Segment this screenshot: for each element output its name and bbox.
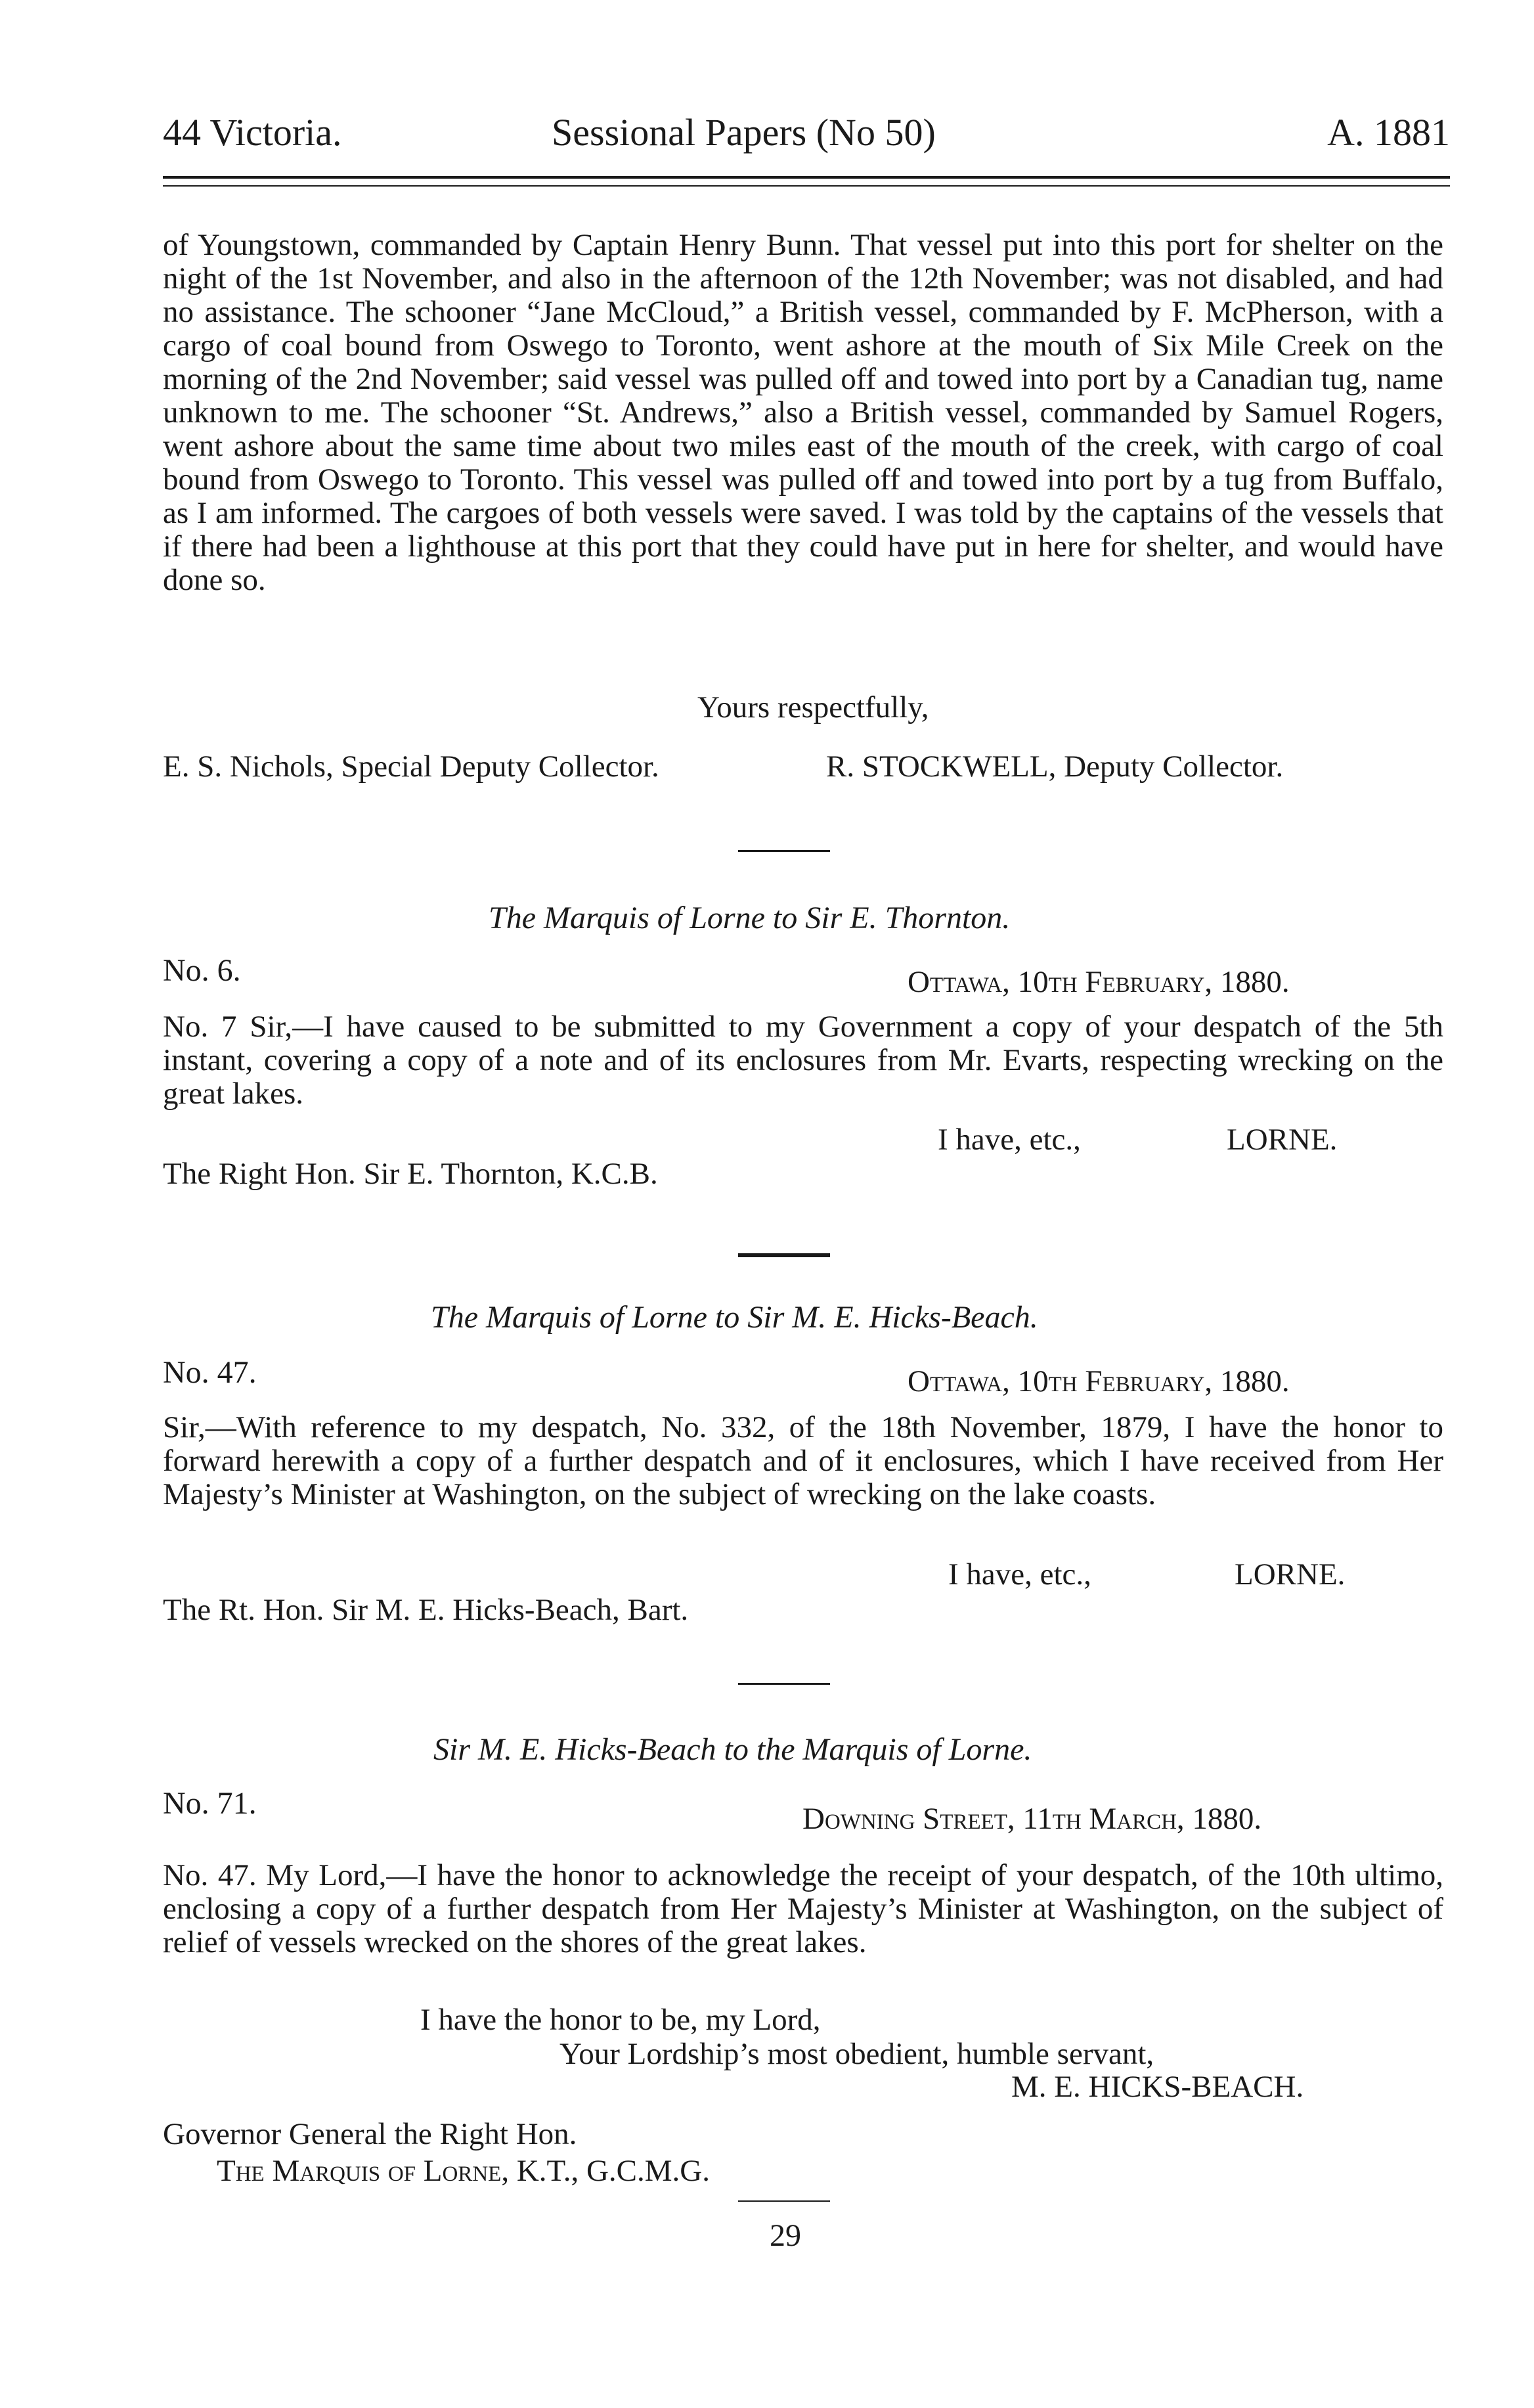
letter4-place-date: Downing Street, 11th March, 1880. bbox=[802, 1802, 1262, 1836]
letter3-heading: The Marquis of Lorne to Sir M. E. Hicks-Beach. bbox=[431, 1300, 1038, 1335]
letter2-addressee: The Right Hon. Sir E. Thornton, K.C.B. bbox=[163, 1157, 658, 1191]
letter2-signature: LORNE. bbox=[1227, 1123, 1338, 1157]
header-year: A. 1881 bbox=[1327, 111, 1450, 154]
letter3-addressee: The Rt. Hon. Sir M. E. Hicks-Beach, Bart. bbox=[163, 1593, 689, 1627]
letter1-closing: Yours respectfully, bbox=[697, 690, 929, 725]
section-divider bbox=[738, 1253, 830, 1257]
letter4-addressee-2: The Marquis of Lorne, K.T., G.C.M.G. bbox=[217, 2154, 710, 2188]
section-divider bbox=[738, 850, 830, 852]
letter4-body: No. 47. My Lord,—I have the honor to acknowledge the receipt of your despatch, of the 10th ultimo, enclosing a copy of a further despatch from Her Majesty’s Minister at Washington, on the subject of relief of vessels wrecked on the shores of the great lakes. bbox=[163, 1858, 1443, 1959]
footer-divider bbox=[738, 2200, 830, 2202]
letter4-number: No. 71. bbox=[163, 1786, 257, 1821]
letter1-body: of Youngstown, commanded by Captain Henry Bunn. That vessel put into this port for shelter on the night of the 1st November, and also in the afternoon of the 12th November; was not disabled, and had no assistance. The schooner “Jane McCloud,” a British vessel, commanded by F. McPherson, with a cargo of coal bound from Oswego to Toronto, went ashore at the mouth of Six Mile Creek on the morning of the 2nd November; said vessel was pulled off and towed into port by a Canadian tug, name unknown to me. The schooner “St. Andrews,” also a British vessel, commanded by Samuel Rogers, went ashore about the same time about two miles east of the mouth of the creek, with cargo of coal bound from Oswego to Toronto. This vessel was pulled off and towed into port by a tug from Buffalo, as I am informed. The cargoes of both vessels were saved. I was told by the captains of the vessels that if there had been a lighthouse at this port that they could have put in here for shelter, and would have done so. bbox=[163, 228, 1443, 597]
header-rule bbox=[163, 176, 1450, 179]
page-header bbox=[163, 110, 1450, 163]
letter1-signature-left: E. S. Nichols, Special Deputy Collector. bbox=[163, 749, 659, 784]
letter2-place-date: Ottawa, 10th February, 1880. bbox=[908, 965, 1290, 999]
letter2-closing: I have, etc., bbox=[938, 1123, 1081, 1157]
letter4-closing-1: I have the honor to be, my Lord, bbox=[420, 2003, 821, 2037]
page-number: 29 bbox=[770, 2218, 801, 2253]
letter2-number: No. 6. bbox=[163, 953, 241, 988]
letter2-body: No. 7 Sir,—I have caused to be submitted to my Government a copy of your despatch of the 5th instant, covering a copy of a note and of its enclosures from Mr. Evarts, respecting wrecking on the great lakes. bbox=[163, 1010, 1443, 1111]
header-rule-thin bbox=[163, 185, 1450, 187]
letter4-heading: Sir M. E. Hicks-Beach to the Marquis of Lorne. bbox=[433, 1732, 1032, 1767]
letter3-closing: I have, etc., bbox=[948, 1557, 1091, 1592]
letter3-body: Sir,—With reference to my despatch, No. 332, of the 18th November, 1879, I have the honor to forward herewith a copy of a further despatch and of it enclosures, which I have received from Her Majesty’s Minister at Washington, on the subject of wrecking on the lake coasts. bbox=[163, 1410, 1443, 1511]
letter4-signature: M. E. HICKS-BEACH. bbox=[1011, 2070, 1304, 2104]
header-volume: 44 Victoria. bbox=[163, 111, 342, 154]
letter3-number: No. 47. bbox=[163, 1355, 257, 1390]
letter3-place-date: Ottawa, 10th February, 1880. bbox=[908, 1364, 1290, 1398]
letter1-signature-right: R. STOCKWELL, Deputy Collector. bbox=[826, 749, 1284, 784]
letter4-addressee-1: Governor General the Right Hon. bbox=[163, 2117, 577, 2151]
letter3-signature: LORNE. bbox=[1235, 1557, 1346, 1592]
letter4-closing-2: Your Lordship’s most obedient, humble servant, bbox=[559, 2037, 1154, 2071]
section-divider bbox=[738, 1683, 830, 1685]
header-title: Sessional Papers (No 50) bbox=[552, 111, 936, 154]
letter2-heading: The Marquis of Lorne to Sir E. Thornton. bbox=[489, 901, 1011, 935]
